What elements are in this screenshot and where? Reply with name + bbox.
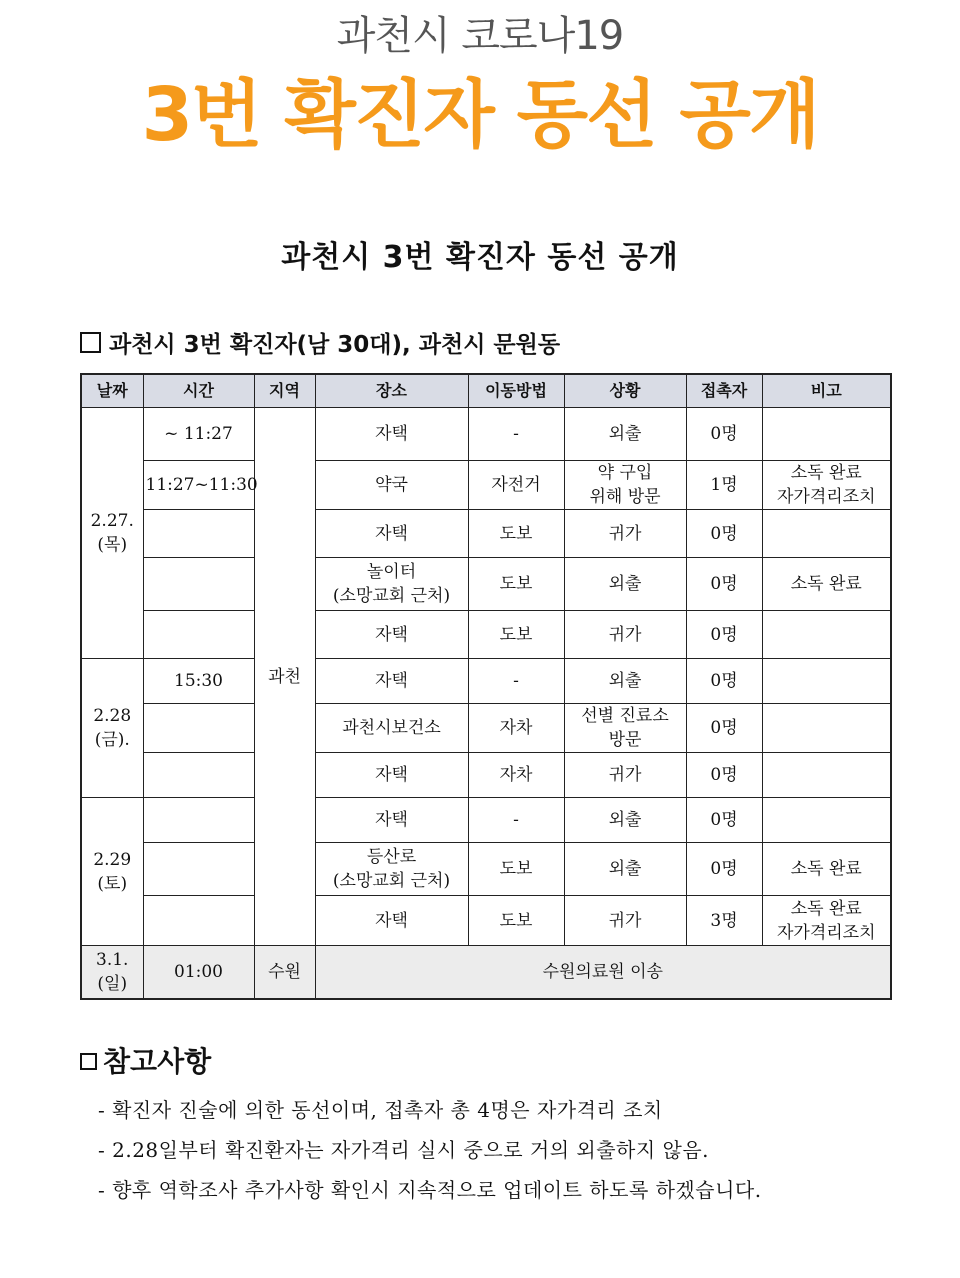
table-row bbox=[81, 408, 891, 461]
note-cell bbox=[762, 659, 891, 704]
contacts-cell: 0명 bbox=[686, 659, 762, 704]
method-cell: 자차 bbox=[468, 704, 564, 753]
header-method: 이동방법 bbox=[468, 374, 564, 408]
date-cell: 2.27. (목) bbox=[81, 408, 143, 659]
method-cell: 자차 bbox=[468, 753, 564, 798]
header-region: 지역 bbox=[254, 374, 315, 408]
note-item: - 2.28일부터 확진환자는 자가격리 실시 중으로 거의 외출하지 않음. bbox=[98, 1138, 710, 1162]
note-cell bbox=[762, 611, 891, 659]
contacts-cell: 0명 bbox=[686, 843, 762, 896]
note-cell bbox=[762, 408, 891, 461]
time-cell bbox=[143, 753, 254, 798]
note-cell: 소독 완료 자가격리조치 bbox=[762, 896, 891, 946]
place-cell: 과천시보건소 bbox=[315, 704, 468, 753]
table-row bbox=[81, 659, 891, 704]
date-cell: 2.29 (토) bbox=[81, 798, 143, 946]
date-cell: 3.1. (일) bbox=[81, 946, 143, 999]
time-cell bbox=[143, 510, 254, 558]
status-cell: 귀가 bbox=[564, 896, 686, 946]
method-cell: 도보 bbox=[468, 843, 564, 896]
table-row bbox=[81, 843, 891, 896]
table-row bbox=[81, 798, 891, 843]
place-cell: 자택 bbox=[315, 408, 468, 461]
time-cell bbox=[143, 704, 254, 753]
place-cell: 자택 bbox=[315, 753, 468, 798]
time-cell: 01:00 bbox=[143, 946, 254, 999]
time-cell bbox=[143, 896, 254, 946]
checkbox-square-icon bbox=[80, 1053, 97, 1070]
time-cell: 15:30 bbox=[143, 659, 254, 704]
header-contacts: 접촉자 bbox=[686, 374, 762, 408]
status-cell: 약 구입 위해 방문 bbox=[564, 461, 686, 510]
status-cell: 외출 bbox=[564, 843, 686, 896]
time-cell bbox=[143, 798, 254, 843]
note-item: - 향후 역학조사 추가사항 확인시 지속적으로 업데이트 하도록 하겠습니다. bbox=[98, 1178, 762, 1202]
place-cell: 약국 bbox=[315, 461, 468, 510]
note-cell bbox=[762, 753, 891, 798]
time-cell: ~ 11:27 bbox=[143, 408, 254, 461]
status-cell: 외출 bbox=[564, 798, 686, 843]
table-row-transfer bbox=[81, 946, 891, 999]
status-cell: 외출 bbox=[564, 558, 686, 611]
section-heading bbox=[80, 326, 560, 359]
note-cell bbox=[762, 798, 891, 843]
contacts-cell: 0명 bbox=[686, 408, 762, 461]
banner-title: 3번 확진자 동선 공개 bbox=[141, 72, 819, 158]
header-place: 장소 bbox=[315, 374, 468, 408]
status-cell: 귀가 bbox=[564, 611, 686, 659]
note-item: - 확진자 진술에 의한 동선이며, 접촉자 총 4명은 자가격리 조치 bbox=[98, 1098, 663, 1122]
contacts-cell: 0명 bbox=[686, 753, 762, 798]
table-row bbox=[81, 753, 891, 798]
table-row bbox=[81, 896, 891, 946]
status-cell: 귀가 bbox=[564, 753, 686, 798]
status-cell: 외출 bbox=[564, 659, 686, 704]
place-cell: 놀이터 (소망교회 근처) bbox=[315, 558, 468, 611]
method-cell: 도보 bbox=[468, 510, 564, 558]
method-cell: - bbox=[468, 659, 564, 704]
note-cell bbox=[762, 510, 891, 558]
place-cell: 자택 bbox=[315, 798, 468, 843]
route-table bbox=[80, 373, 892, 1000]
table-row bbox=[81, 611, 891, 659]
contacts-cell: 0명 bbox=[686, 558, 762, 611]
contacts-cell: 0명 bbox=[686, 704, 762, 753]
time-cell bbox=[143, 611, 254, 659]
notes-heading bbox=[80, 1040, 940, 1080]
contacts-cell: 1명 bbox=[686, 461, 762, 510]
banner-subtitle: 과천시 코로나19 bbox=[336, 13, 624, 59]
method-cell: - bbox=[468, 798, 564, 843]
place-cell: 자택 bbox=[315, 510, 468, 558]
table-row bbox=[81, 704, 891, 753]
date-cell: 2.28 (금). bbox=[81, 659, 143, 798]
time-cell bbox=[143, 843, 254, 896]
method-cell: 자전거 bbox=[468, 461, 564, 510]
header-date: 날짜 bbox=[81, 374, 143, 408]
note-cell: 소독 완료 자가격리조치 bbox=[762, 461, 891, 510]
notes-heading-text: 참고사항 bbox=[103, 1045, 212, 1078]
header-note: 비고 bbox=[762, 374, 891, 408]
status-cell: 선별 진료소 방문 bbox=[564, 704, 686, 753]
contacts-cell: 0명 bbox=[686, 611, 762, 659]
method-cell: 도보 bbox=[468, 558, 564, 611]
table-row bbox=[81, 558, 891, 611]
status-cell: 귀가 bbox=[564, 510, 686, 558]
table-row bbox=[81, 461, 891, 510]
notes-section bbox=[80, 1040, 940, 1210]
time-cell: 11:27~11:30 bbox=[143, 461, 254, 510]
place-cell: 자택 bbox=[315, 611, 468, 659]
contacts-cell: 0명 bbox=[686, 510, 762, 558]
table-header-row bbox=[81, 374, 891, 408]
header-status: 상황 bbox=[564, 374, 686, 408]
document-title: 과천시 3번 확진자 동선 공개 bbox=[281, 240, 679, 275]
note-cell bbox=[762, 704, 891, 753]
place-cell: 자택 bbox=[315, 659, 468, 704]
region-cell: 과천 bbox=[254, 408, 315, 946]
place-cell: 자택 bbox=[315, 896, 468, 946]
transfer-description-cell: 수원의료원 이송 bbox=[315, 946, 891, 999]
place-cell: 등산로 (소망교회 근처) bbox=[315, 843, 468, 896]
method-cell: - bbox=[468, 408, 564, 461]
header-time: 시간 bbox=[143, 374, 254, 408]
section-heading-text: 과천시 3번 확진자(남 30대), 과천시 문원동 bbox=[109, 332, 561, 358]
region-cell: 수원 bbox=[254, 946, 315, 999]
method-cell: 도보 bbox=[468, 896, 564, 946]
contacts-cell: 0명 bbox=[686, 798, 762, 843]
method-cell: 도보 bbox=[468, 611, 564, 659]
table-row bbox=[81, 510, 891, 558]
note-cell: 소독 완료 bbox=[762, 843, 891, 896]
contacts-cell: 3명 bbox=[686, 896, 762, 946]
checkbox-square-icon bbox=[80, 332, 101, 353]
status-cell: 외출 bbox=[564, 408, 686, 461]
note-cell: 소독 완료 bbox=[762, 558, 891, 611]
time-cell bbox=[143, 558, 254, 611]
